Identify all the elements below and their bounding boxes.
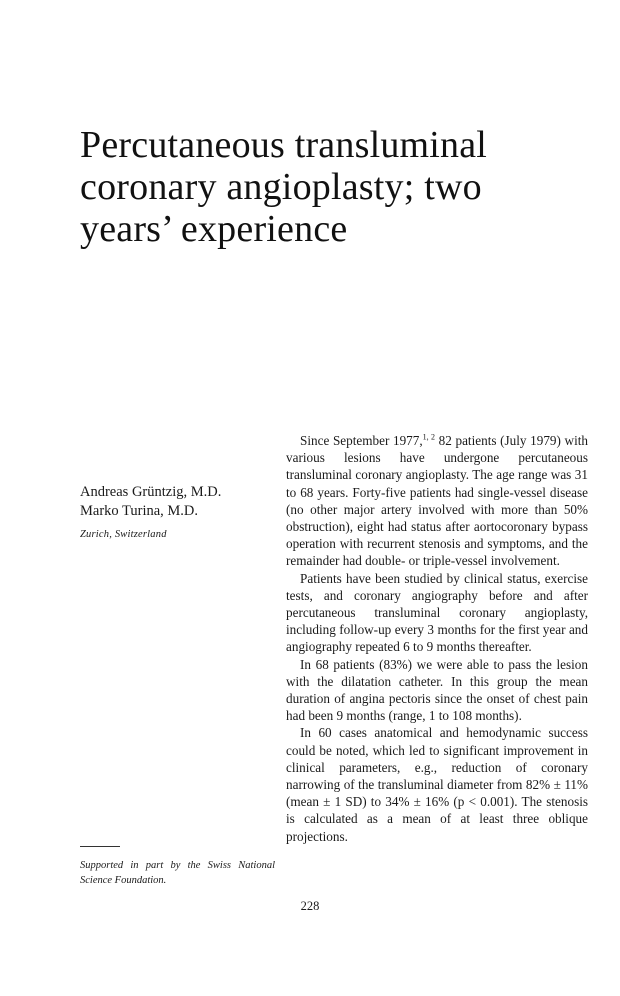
footnote-rule: [80, 846, 120, 847]
article-title: Percutaneous transluminal coronary angioplasty; two years’ experience: [80, 124, 488, 250]
article-body: [286, 432, 588, 845]
body-paragraph: [286, 656, 588, 725]
author-name: Marko Turina, M.D.: [80, 503, 199, 519]
paragraph-text: In 68 patients (83%) we were able to pass the lesion with the dilatation catheter. In this group the mean duration of angina pectoris since the onset of chest pain had been 9 months (range, 1 to 108 months).: [286, 656, 588, 724]
paragraph-text: Since September 1977,: [300, 433, 423, 448]
page-number: 228: [300, 899, 320, 913]
body-paragraph: [286, 570, 588, 656]
paragraph-text: In 60 cases anatomical and hemodynamic success could be noted, which led to significant improvement in clinical parameters, e.g., reduction of coronary narrowing of the transluminal diameter from 82% ± 11% (mean ± 1 SD) to 34% ± 16% (p < 0.001). The stenosis is calculated as a mean of at least three oblique projections.: [286, 725, 588, 844]
author-name: Andreas Grüntzig, M.D.: [80, 484, 222, 500]
paragraph-text: Patients have been studied by clinical status, exercise tests, and coronary angiography before and after percutaneous transluminal coronary angioplasty, including follow-up every 3 months for the first year and angiography repeated 6 to 9 months thereafter.: [286, 570, 588, 655]
footnote: Supported in part by the Swiss National Science Foundation.: [80, 860, 275, 886]
author-affiliation: Zurich, Switzerland: [80, 529, 167, 540]
paragraph-text: 82 patients (July 1979) with various lesions have undergone percutaneous transluminal coronary angioplasty. The age range was 31 to 68 years. Forty-five patients had single-vessel disease (no other major artery involved with more than 50% obstruction), eight had status after aortocoronary bypass operation with recurrent stenosis and symptoms, and the remainder had double- or triple-vessel involvement.: [286, 433, 588, 569]
body-paragraph: [286, 724, 588, 844]
author-block: [80, 483, 265, 544]
citation-superscript: 1, 2: [422, 432, 435, 442]
body-paragraph: [286, 432, 588, 570]
